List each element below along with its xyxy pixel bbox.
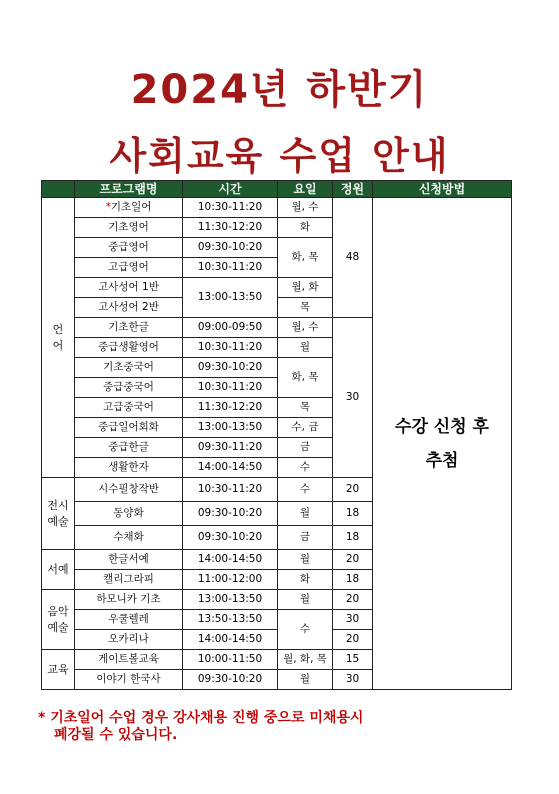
asterisk-mark: * [105,201,111,213]
category-exhibition: 전시 예술 [42,478,75,550]
program-name: 기초영어 [75,218,183,238]
capacity-cell: 20 [333,630,373,650]
program-name: 중급영어 [75,238,183,258]
capacity-cell: 20 [333,478,373,502]
header-time: 시간 [183,181,278,198]
program-day: 목 [278,298,333,318]
category-calligraphy: 서예 [42,550,75,590]
program-name [75,198,183,218]
program-time: 14:00-14:50 [183,630,278,650]
capacity-cell: 18 [333,570,373,590]
capacity-cell: 30 [333,670,373,690]
program-time: 13:00-13:50 [183,278,278,318]
program-day: 월 [278,670,333,690]
schedule-table [41,180,512,690]
capacity-cell: 15 [333,650,373,670]
program-day: 수 [278,458,333,478]
program-time: 09:30-10:20 [183,238,278,258]
program-time: 09:30-10:20 [183,502,278,526]
program-day: 월 [278,502,333,526]
program-day: 수 [278,610,333,650]
capacity-cell: 20 [333,550,373,570]
program-time: 09:30-10:20 [183,670,278,690]
program-day: 월, 수 [278,318,333,338]
program-name: 중급중국어 [75,378,183,398]
program-name: 한글서예 [75,550,183,570]
program-name: 생활한자 [75,458,183,478]
program-name: 우쿨렐레 [75,610,183,630]
program-day: 목 [278,398,333,418]
program-day: 수, 금 [278,418,333,438]
program-time: 13:00-13:50 [183,418,278,438]
program-name: 고사성어 2반 [75,298,183,318]
header-program: 프로그램명 [75,181,183,198]
title-line-1: 2024년 하반기 [130,67,429,113]
program-time: 13:50-13:50 [183,610,278,630]
program-name: 중급한글 [75,438,183,458]
program-time: 11:30-12:20 [183,398,278,418]
table-row [42,198,512,218]
capacity-cell: 30 [333,318,373,478]
program-name: 동양화 [75,502,183,526]
program-time: 09:30-11:20 [183,438,278,458]
program-day: 월, 화, 목 [278,650,333,670]
program-time: 10:30-11:20 [183,258,278,278]
program-time: 13:00-13:50 [183,590,278,610]
program-day: 월 [278,550,333,570]
capacity-cell: 48 [333,198,373,318]
program-time: 09:30-10:20 [183,358,278,378]
program-name: 시수필창작반 [75,478,183,502]
program-time: 10:30-11:20 [183,338,278,358]
category-language: 언 어 [42,198,75,478]
header-apply: 신청방법 [373,181,512,198]
program-time: 09:00-09:50 [183,318,278,338]
program-name: 게이트볼교육 [75,650,183,670]
program-name: 기초한글 [75,318,183,338]
footnote-line-2: 폐강될 수 있습니다. [54,727,178,743]
program-day: 월 [278,590,333,610]
apply-method: 수강 신청 후 추첨 [373,198,512,690]
header-day: 요일 [278,181,333,198]
program-day: 월 [278,338,333,358]
capacity-cell: 18 [333,502,373,526]
program-name: 하모니카 기초 [75,590,183,610]
program-day: 금 [278,526,333,550]
program-day: 월, 수 [278,198,333,218]
program-day: 화 [278,218,333,238]
program-time: 11:30-12:20 [183,218,278,238]
program-name: 고급영어 [75,258,183,278]
program-name: 중급생활영어 [75,338,183,358]
capacity-cell: 30 [333,610,373,630]
program-day: 화 [278,570,333,590]
title-line-2: 사회교육 수업 안내 [109,134,450,178]
program-name: 중급일어회화 [75,418,183,438]
program-day: 금 [278,438,333,458]
program-day: 화, 목 [278,358,333,398]
program-day: 화, 목 [278,238,333,278]
program-name: 캘리그라피 [75,570,183,590]
category-education: 교육 [42,650,75,690]
header-category [42,181,75,198]
program-day: 수 [278,478,333,502]
program-time: 10:30-11:20 [183,478,278,502]
program-time: 14:00-14:50 [183,458,278,478]
header-capacity: 정원 [333,181,373,198]
program-time: 10:00-11:50 [183,650,278,670]
program-name: 기초중국어 [75,358,183,378]
program-name: 고사성어 1반 [75,278,183,298]
program-time: 10:30-11:20 [183,378,278,398]
capacity-cell: 20 [333,590,373,610]
category-music: 음악 예술 [42,590,75,650]
program-time: 14:00-14:50 [183,550,278,570]
program-time: 10:30-11:20 [183,198,278,218]
program-name: 수채화 [75,526,183,550]
program-name: 이야기 한국사 [75,670,183,690]
program-time: 11:00-12:00 [183,570,278,590]
capacity-cell: 18 [333,526,373,550]
footnote [38,710,508,744]
program-name: 오카리나 [75,630,183,650]
program-label: 기초일어 [110,201,152,213]
program-day: 월, 화 [278,278,333,298]
header-row [42,181,512,198]
footnote-line-1: * 기초일어 수업 경우 강사채용 진행 중으로 미채용시 [38,710,364,726]
program-name: 고급중국어 [75,398,183,418]
program-time: 09:30-10:20 [183,526,278,550]
